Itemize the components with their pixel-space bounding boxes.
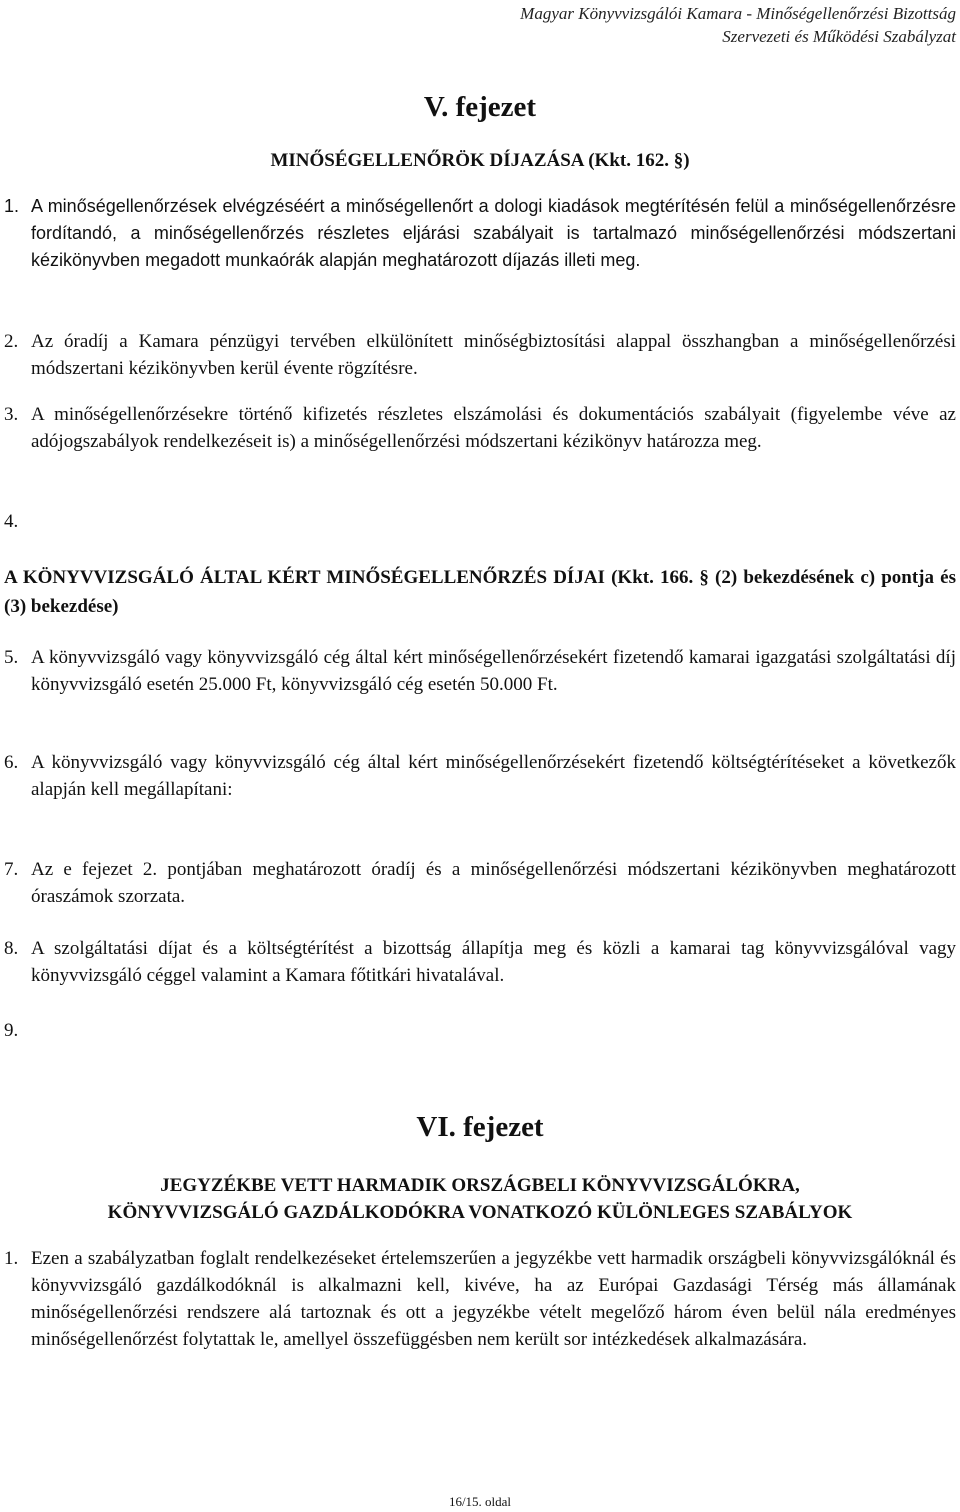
chapter-5-item-1 [4, 193, 956, 274]
item-number: 5. [4, 647, 19, 668]
item-number: 2. [4, 331, 19, 352]
page-header [520, 2, 956, 48]
item-number: 1. [4, 1248, 19, 1269]
page-number: 16/15. oldal [448, 1494, 512, 1509]
item-number: 3. [4, 404, 19, 425]
item-number: 7. [4, 859, 19, 880]
review-fees-heading: A KÖNYVVIZSGÁLÓ ÁLTAL KÉRT MINŐSÉGELLENŐRZÉS DÍJAI (Kkt. 166. § (2) bekezdésének c) pontja és (3) bekezdése) [4, 567, 956, 617]
header-line-1: Magyar Könyvvizsgálói Kamara - Minőségellenőrzési Bizottság [520, 4, 956, 23]
chapter-6-subtitle-line-1: JEGYZÉKBE VETT HARMADIK ORSZÁGBELI KÖNYVVIZSGÁLÓKRA, [160, 1175, 800, 1196]
chapter-5-title: V. fejezet [423, 91, 537, 123]
item-text: A minőségellenőrzésekre történő kifizetés részletes elszámolási és dokumentációs szabályait (figyelembe véve az adójogszabályok rendelkezéseit is) a minőségellenőrzési módszertani kézikönyv határozza meg. [31, 404, 956, 452]
item-text: A könyvvizsgáló vagy könyvvizsgáló cég által kért minőségellenőrzésekért fizetendő költségtérítéseket a következők alapján kell megállapítani: [31, 752, 956, 800]
chapter-5-item-3 [4, 401, 956, 455]
item-text: A könyvvizsgáló vagy könyvvizsgáló cég által kért minőségellenőrzésekért fizetendő kamarai igazgatási szolgáltatási díj könyvvizsgáló esetén 25.000 Ft, könyvvizsgáló cég esetén 50.000 Ft. [31, 647, 956, 695]
chapter-5-item-7 [4, 856, 956, 910]
item-text: A szolgáltatási díjat és a költségtérítést a bizottság állapítja meg és közli a kamarai tag könyvvizsgálóval vagy könyvvizsgáló céggel valamint a Kamara főtitkári hivatalával. [31, 938, 956, 986]
chapter-5-item-6 [4, 749, 956, 803]
chapter-5-subtitle: MINŐSÉGELLENŐRÖK DÍJAZÁSA (Kkt. 162. §) [270, 150, 690, 171]
item-text: Az óradíj a Kamara pénzügyi tervében elkülönített minőségbiztosítási alappal összhangban a minőségellenőrzési módszertani kézikönyvben kerül évente rögzítésre. [31, 331, 956, 379]
item-text: Ezen a szabályzatban foglalt rendelkezéseket értelemszerűen a jegyzékbe vett harmadik országbeli könyvvizsgálóknál és könyvvizsgáló gazdálkodóknál is alkalmazni kell, kivéve, ha az Európai Gazdasági Térség más államának minőségellenőrzési rendszere alá tartoznak és ott a jegyzékbe vételt megelőző három éven belül nála eredményes minőségellenőrzést folytattak le, amellyel összefüggésben nem került sor intézkedések alkalmazására. [31, 1248, 956, 1350]
chapter-5-item-8 [4, 935, 956, 989]
item-text: A minőségellenőrzések elvégzéséért a minőségellenőrt a dologi kiadások megtérítésén felül a minőségellenőrzésre fordítandó, a minőségellenőrzés részletes eljárási szabályait is tartalmazó minőségellenőrzési módszertani kézikönyvben megadott munkaórák alapján meghatározott díjazás illeti meg. [31, 196, 956, 270]
item-text: Az e fejezet 2. pontjában meghatározott óradíj és a minőségellenőrzési módszertani kézikönyvben meghatározott óraszámok szorzata. [31, 859, 956, 907]
chapter-6-subtitle-line-2: KÖNYVVIZSGÁLÓ GAZDÁLKODÓKRA VONATKOZÓ KÜLÖNLEGES SZABÁLYOK [107, 1202, 853, 1223]
header-line-2: Szervezeti és Működési Szabályzat [722, 27, 956, 46]
chapter-6-title: VI. fejezet [416, 1111, 544, 1143]
chapter-5-item-2 [4, 328, 956, 382]
chapter-5-item-4-number: 4. [4, 511, 19, 532]
chapter-5-item-9-number: 9. [4, 1020, 19, 1041]
chapter-5-item-5 [4, 644, 956, 698]
item-number: 6. [4, 752, 19, 773]
chapter-6-item-1 [4, 1245, 956, 1353]
item-number: 1. [4, 196, 20, 216]
item-number: 8. [4, 938, 19, 959]
